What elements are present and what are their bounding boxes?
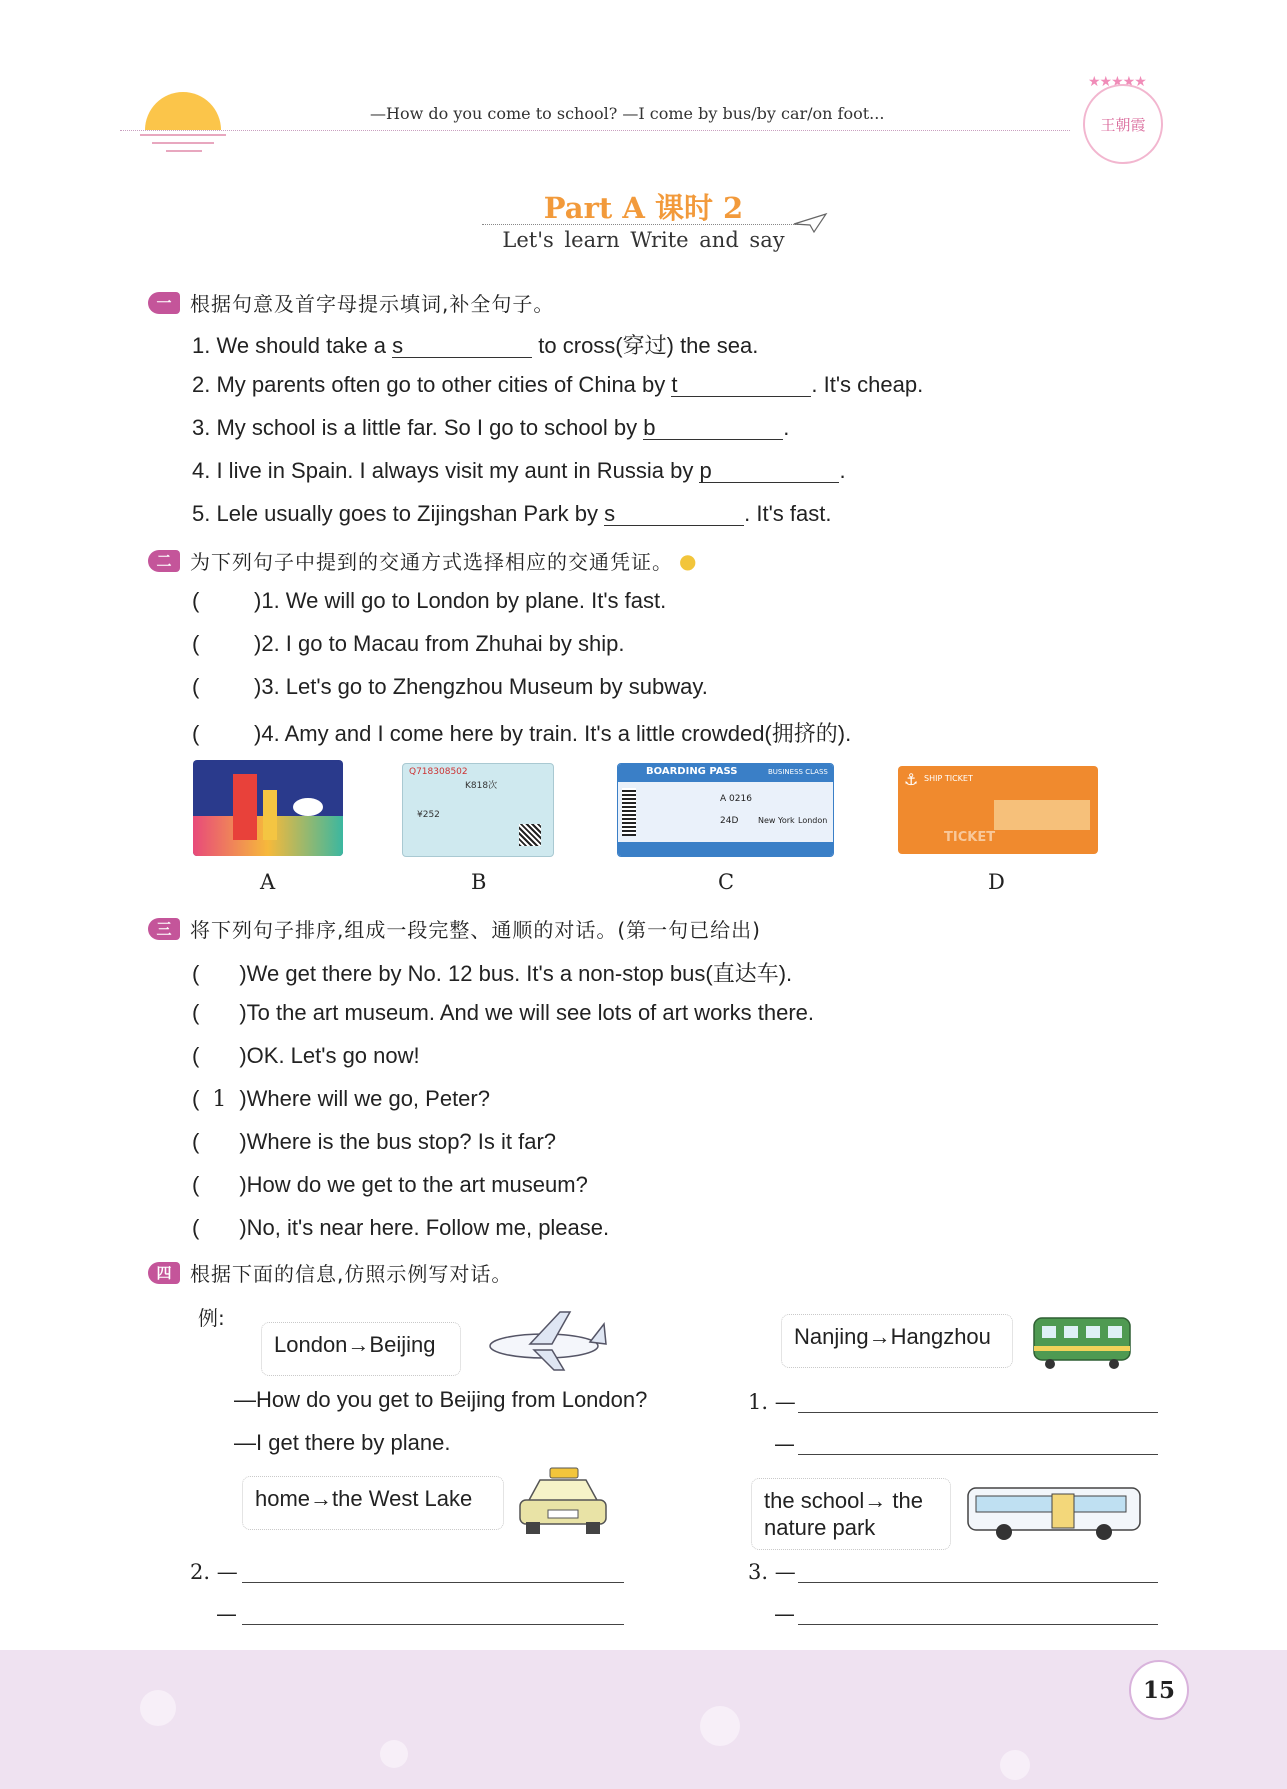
answer-2-dash: — [216,1602,237,1626]
s1-item-2: 2. My parents often go to other cities of China by t . It's cheap. [192,372,924,397]
answer-1-line-1[interactable] [798,1412,1158,1413]
ship-ticket-image [898,766,1098,854]
lesson-subtitle: Let's learn Write and say [502,228,785,252]
train-icon [1030,1306,1136,1372]
s1-blank-3[interactable]: b [643,417,783,440]
ship-ticket-heading: SHIP TICKET [924,774,973,783]
section-1-title: 根据句意及首字母提示填词,补全句子。 [190,292,555,316]
answer-2-label: 2. — [190,1560,238,1584]
ticket-label-b: B [471,870,487,894]
s1-item-1: 1. We should take a s to cross(穿过) the sea. [192,333,759,358]
s1-item-4: 4. I live in Spain. I always visit my aunt in Russia by p . [192,458,846,483]
section-2-heading [148,546,696,575]
brand-seal [1083,84,1163,164]
part-title: Part A 课时 2 [543,191,744,225]
ship-ticket-stamp: TICKET [944,830,996,845]
route-box-3-line-1: the school→ the [764,1488,923,1513]
taxi-icon [516,1466,610,1538]
answer-3-line-2[interactable] [798,1624,1158,1625]
section-4-badge: 四 [148,1262,180,1284]
ticket-label-a: A [260,870,276,894]
answer-1-line-2[interactable] [798,1454,1158,1455]
subway-card-image [193,760,343,856]
route-box-3-line-2: nature park [764,1515,876,1540]
stars-icon: ★★★★★ [1088,74,1146,90]
s3-item-2: ( )To the art museum. And we will see lots of art works there. [192,1000,815,1025]
train-ticket-price: ¥252 [417,810,440,820]
s1-blank-1[interactable]: s [392,335,532,358]
s2-item-4: ( )4. Amy and I come here by train. It's a little crowded(拥挤的). [192,721,852,746]
section-2-badge: 二 [148,550,180,572]
sun-decoration-line [166,150,202,152]
boarding-pass-to: London [798,816,828,825]
answer-3-dash: — [774,1602,795,1626]
section-3-title: 将下列句子排序,组成一段完整、通顺的对话。(第一句已给出) [190,918,761,942]
s1-blank-4[interactable]: p [699,460,839,483]
s3-item-1: ( )We get there by No. 12 bus. It's a non-stop bus(直达车). [192,961,793,986]
sun-decoration-line [152,142,214,144]
s2-item-2: ( )2. I go to Macau from Zhuhai by ship. [192,631,625,656]
s3-item-7: ( )No, it's near here. Follow me, please. [192,1215,610,1240]
example-answer: —I get there by plane. [234,1430,451,1455]
s3-item-6: ( )How do we get to the art museum? [192,1172,588,1197]
section-1-heading [148,288,554,317]
boarding-pass-seat: 24D [720,816,739,826]
train-ticket-number: K818次 [465,781,498,791]
s1-item-3: 3. My school is a little far. So I go to school by b . [192,415,790,440]
s1-item-5: 5. Lele usually goes to Zijingshan Park by s . It's fast. [192,501,832,526]
sun-decoration [145,92,221,130]
boarding-pass-from: New York [758,816,795,825]
section-4-heading [148,1258,512,1287]
section-3-badge: 三 [148,918,180,940]
s1-blank-5[interactable]: s [604,503,744,526]
lightbulb-icon: ● [679,548,697,573]
answer-2-line-2[interactable] [242,1624,624,1625]
bus-icon [964,1484,1146,1544]
sun-decoration-line [140,134,226,136]
answer-3-label: 3. — [748,1560,796,1584]
example-label: 例: [198,1306,225,1330]
ticket-label-d: D [988,870,1005,894]
boarding-pass-class: BUSINESS CLASS [768,768,828,776]
example-question: —How do you get to Beijing from London? [234,1387,648,1412]
seal-text: 王朝霞 [1100,115,1146,134]
ticket-label-c: C [718,870,735,894]
answer-2-line-1[interactable] [242,1582,624,1583]
s3-item-4: ( 1 )Where will we go, Peter? [192,1086,490,1112]
section-3-heading [148,914,761,943]
s2-item-3: ( )3. Let's go to Zhengzhou Museum by subway. [192,674,708,699]
route-box-1: Nanjing→Hangzhou [781,1314,1013,1368]
route-box-2: home→the West Lake [242,1476,504,1530]
s1-blank-2[interactable]: t [671,374,811,397]
s3-item-5: ( )Where is the bus stop? Is it far? [192,1129,557,1154]
answer-1-dash: — [774,1432,795,1456]
section-1-badge: 一 [148,292,180,314]
header-text: —How do you come to school? —I come by bus/by car/on foot... [370,104,885,123]
title-dotted-line [482,224,800,225]
header-dotted-line [120,130,1070,131]
train-ticket-code: Q718308502 [409,767,468,777]
section-4-title: 根据下面的信息,仿照示例写对话。 [190,1262,513,1286]
example-route-box: London→Beijing [261,1322,461,1376]
boarding-pass-flight: A 0216 [720,794,752,804]
boarding-pass-heading: BOARDING PASS [646,766,738,777]
s2-item-1: ( )1. We will go to London by plane. It's fast. [192,588,667,613]
section-2-title: 为下列句子中提到的交通方式选择相应的交通凭证。 [190,550,673,574]
anchor-icon: ⚓ [904,770,919,789]
footer-background [0,1650,1287,1789]
route-box-3 [751,1478,951,1550]
train-ticket-image [402,763,554,857]
airplane-icon [482,1304,610,1376]
answer-3-line-1[interactable] [798,1582,1158,1583]
boarding-pass-image [617,763,834,857]
page-number: 15 [1129,1660,1189,1720]
answer-1-label: 1. — [748,1390,796,1414]
s3-item-3: ( )OK. Let's go now! [192,1043,420,1068]
